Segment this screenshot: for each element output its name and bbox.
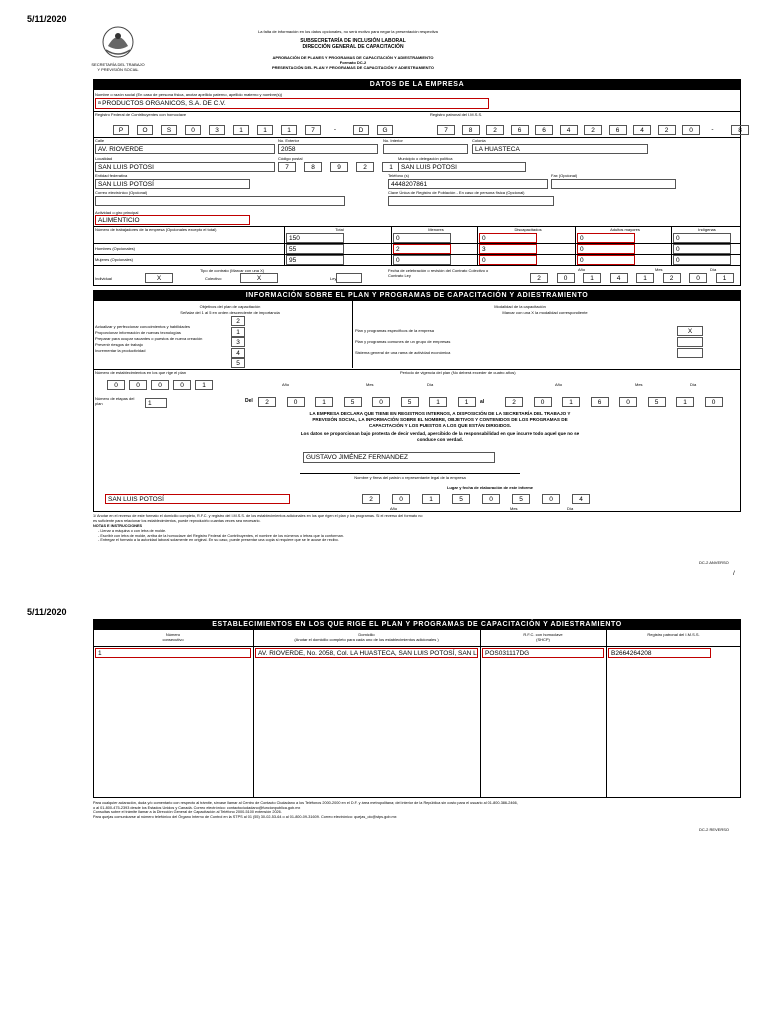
workers-cell[interactable]: 0: [577, 244, 635, 254]
fax-field[interactable]: [551, 179, 676, 189]
workers-cell[interactable]: 150: [286, 233, 344, 243]
fecha-contrato-box[interactable]: 0: [689, 273, 707, 283]
al-label: al: [480, 399, 485, 405]
vig-dia-label: Día: [427, 382, 434, 387]
colectivo-checkbox[interactable]: X: [240, 273, 278, 283]
nombre-label: Nombre o razón social (En caso de persona física, anotar apellido paterno, apellido materno y nombre(s)): [95, 92, 283, 97]
correo-field[interactable]: [95, 196, 345, 206]
actividad-label: Actividad o giro principal: [95, 210, 139, 215]
representante-field[interactable]: GUSTAVO JIMÉNEZ FERNANDEZ: [303, 452, 495, 463]
page2-footer: [93, 801, 553, 819]
vigencia-al-box[interactable]: 0: [705, 397, 723, 407]
mes-label: Mes: [655, 267, 663, 272]
col-divider: [253, 630, 254, 798]
modalidad-text: Sistema general de una rama de actividad económica: [355, 350, 451, 355]
divider: [93, 137, 741, 138]
nota-item: - Llenar a máquina o con letra de molde.: [98, 529, 167, 533]
footer-line: Para quejas comunicarse al número telefónico del Órgano Interno de Control en la STPS al 01 (55) 30-02-53-64 o al 01-800-09-31609. Correo electrónico: quejas_oic@stps.gob.mx: [93, 814, 397, 819]
workers-header: Menores: [428, 227, 444, 232]
num-estab-boxes: [107, 380, 217, 390]
modalidad-checkbox[interactable]: [677, 348, 703, 358]
footer-line: Consultas sobre el trámite llamar a la Dirección General de Capacitación al Teléfono 2000-5100 extensión 2026.: [93, 810, 282, 815]
vig-anio2-label: Año: [555, 382, 563, 387]
coat-of-arms-logo: [98, 24, 138, 60]
objetivo-rank-box[interactable]: 1: [231, 327, 245, 337]
ley-label: Ley: [330, 276, 337, 281]
col-numero-header: Número consecutivo: [162, 632, 184, 642]
imss-char-box[interactable]: 2: [584, 125, 602, 135]
imss-char-box[interactable]: 8: [731, 125, 749, 135]
workers-cell[interactable]: 55: [286, 244, 344, 254]
modalidad-label: Modalidad de la capacitación: [494, 304, 546, 309]
vigencia-al-box[interactable]: 0: [534, 397, 552, 407]
workers-row-line: [93, 265, 741, 266]
imss-char-box[interactable]: 0: [682, 125, 700, 135]
cp-boxes: [278, 162, 398, 172]
num-ext-label: No. Exterior: [278, 138, 300, 143]
objetivo-rank-box[interactable]: 2: [231, 316, 245, 326]
tipo-contrato-label: Tipo de contrato (Marcar con una X): [200, 268, 265, 273]
localidad-field[interactable]: SAN LUIS POTOSI: [95, 162, 275, 172]
num-estab-label: Número de establecimientos en los que rige el plan: [95, 370, 186, 375]
imss-char-box: -: [711, 126, 714, 133]
divider: [352, 301, 353, 368]
municipio-label: Municipio o delegación política: [398, 156, 453, 161]
objetivo-rank-box[interactable]: 3: [231, 337, 245, 347]
fecha-elab-boxes: [362, 494, 602, 504]
workers-col-line: [391, 226, 392, 266]
modalidad-checkbox[interactable]: X: [677, 326, 703, 336]
dia-label: Día: [710, 267, 717, 272]
rfc-char-box[interactable]: S: [161, 125, 177, 135]
notas-title: NOTAS E INSTRUCCIONES: [93, 524, 143, 528]
fecha-elab-box[interactable]: 1: [422, 494, 440, 504]
workers-col-line: [477, 226, 478, 266]
imss-char-box[interactable]: 2: [486, 125, 504, 135]
elab-anio-label: Año: [390, 506, 398, 511]
modalidad-sub: Marcar con una X la modalidad correspondiente: [502, 310, 588, 315]
workers-header: Total: [335, 227, 344, 232]
rfc-char-box[interactable]: O: [137, 125, 153, 135]
modalidad-text: Plan y programas comunes de un grupo de empresas: [355, 339, 451, 344]
vig-dia2-label: Día: [690, 382, 697, 387]
rfc-char-box[interactable]: 1: [257, 125, 273, 135]
vigencia-al-box[interactable]: 1: [562, 397, 580, 407]
cp-label: Código postal: [278, 156, 303, 161]
col-domicilio-header: Domicilio (Anotar el domicilio completo para cada uno de los establecimientos adicionales ): [294, 632, 439, 642]
modalidad-checkbox[interactable]: [677, 337, 703, 347]
anverso-label: DC-2 ANVERSO: [699, 560, 729, 565]
lugar-fecha-label: Lugar y fecha de elaboración de este informe: [446, 485, 534, 490]
fecha-contrato-box[interactable]: 1: [583, 273, 601, 283]
cp-char-box[interactable]: 9: [330, 162, 348, 172]
rfc-char-box[interactable]: 7: [305, 125, 321, 135]
footnote1: 1/ Anotar en el reverso de este formato el domicilio completo, R.F.C. y registro del I.M.S.S. de los establecimientos adicionales en los que rigen el plan y los programas. Si el reverso del formato no es suficiente para relacionar los establecimientos, puede reproducirlo cuantas veces sea necesario.: [93, 514, 423, 523]
ley-checkbox[interactable]: [336, 273, 362, 283]
vig-mes-label: Mes: [366, 382, 374, 387]
objetivo-rank-box[interactable]: 4: [231, 348, 245, 358]
col-divider: [480, 630, 481, 798]
workers-cell[interactable]: 0: [479, 255, 537, 265]
rfc-char-box: -: [333, 126, 337, 133]
workers-header: Indígenas: [698, 227, 716, 232]
vig-anio-label: Año: [282, 382, 290, 387]
col-rfc-header: R.F.C. con homoclave (SHCP): [523, 632, 563, 642]
vigencia-label: Periodo de vigencia del plan (No deberá exceder de cuatro años): [400, 370, 516, 375]
fecha-elab-box[interactable]: 5: [452, 494, 470, 504]
fecha-contrato-box[interactable]: 2: [530, 273, 548, 283]
rfc-char-box[interactable]: 1: [233, 125, 249, 135]
vigencia-del-box[interactable]: 2: [258, 397, 276, 407]
fecha-elab-box[interactable]: 2: [362, 494, 380, 504]
workers-cell[interactable]: 0: [673, 255, 731, 265]
correo-label: Correo electrónico (Opcional): [95, 190, 148, 195]
footer-line: Para cualquier aclaración, duda y/o comentario con respecto al trámite, sírvase llamar al Centro de Contacto Ciudadano a los Teléfonos 2000-2000 en el D.F. y área metropolitana; del interior de la República sin costo para el usuario al 01-800-386-2466,: [93, 801, 518, 805]
notas-list: [98, 529, 428, 543]
workers-cell[interactable]: 95: [286, 255, 344, 265]
vigencia-al-box[interactable]: 0: [619, 397, 637, 407]
localidad-label: Localidad: [95, 156, 113, 161]
fecha-contrato-boxes: [530, 273, 740, 283]
estab-domicilio-field[interactable]: AV. RIOVERDE, No. 2058, Col. LA HUASTECA, SAN LUIS POTOSÍ, SAN L: [255, 648, 478, 658]
vigencia-del-box[interactable]: 1: [429, 397, 447, 407]
vig-mes2-label: Mes: [635, 382, 643, 387]
objetivo-text: Prevenir riesgos de trabajo: [95, 342, 143, 347]
workers-col-line: [284, 226, 285, 266]
cp-char-box[interactable]: 8: [304, 162, 322, 172]
estab-rfc-field[interactable]: POS031117DG: [482, 648, 604, 658]
imss-char-box[interactable]: 7: [437, 125, 455, 135]
vigencia-del-boxes: [258, 397, 469, 407]
rfc-char-box[interactable]: P: [113, 125, 129, 135]
workers-cell[interactable]: 2: [393, 244, 451, 254]
calle-field[interactable]: AV. RIOVERDE: [95, 144, 275, 154]
signature-line: [300, 473, 520, 474]
fecha-elab-box[interactable]: 0: [482, 494, 500, 504]
lugar-field[interactable]: SAN LUIS POTOSÍ: [105, 494, 290, 504]
fecha-elab-box[interactable]: 0: [392, 494, 410, 504]
fecha-contrato-box[interactable]: 0: [557, 273, 575, 283]
cp-char-box[interactable]: 1: [382, 162, 400, 172]
entidad-field[interactable]: SAN LUIS POTOSÍ: [95, 179, 250, 189]
telefono-label: Teléfono (s): [388, 173, 409, 178]
presentacion-title: PRESENTACIÓN DEL PLAN Y PROGRAMAS DE CAPACITACIÓN Y ADIESTRAMIENTO: [271, 65, 435, 70]
imss-char-box[interactable]: 4: [560, 125, 578, 135]
fecha-contrato-box[interactable]: 4: [610, 273, 628, 283]
objetivo-text: Proporcionar información de nuevas tecnologías: [95, 330, 181, 335]
workers-col-line: [671, 226, 672, 266]
workers-row-label: Mujeres (Opcionales): [95, 257, 134, 262]
workers-cell[interactable]: 0: [577, 233, 635, 243]
workers-cell[interactable]: 0: [577, 255, 635, 265]
imss-char-box[interactable]: 6: [535, 125, 553, 135]
fecha-contrato-box[interactable]: 2: [663, 273, 681, 283]
imss-char-box[interactable]: 8: [462, 125, 480, 135]
declaracion: LA EMPRESA DECLARA QUE TIENE EN REGISTROS INTERNOS, A DISPOSICIÓN DE LA SECRETARÍA DEL TRABAJO Y PREVISIÓN SOCIAL, LA INFORMACIÓN SOBRE EL NOMBRE, OBJETIVOS Y CONTENIDOS DE LOS PROGRAMAS DE CAPACITACIÓN Y LOS PUESTOS A LOS QUE ESTÁN DIRIGIDOS.: [309, 411, 571, 428]
slash-mark: /: [733, 570, 735, 577]
rfc-label: Registro Federal de Contribuyentes con homoclave: [95, 112, 187, 117]
num-int-label: No. Interior: [383, 138, 403, 143]
num-estab-box[interactable]: 0: [107, 380, 125, 390]
vigencia-al-box[interactable]: 1: [676, 397, 694, 407]
footer-line: o al 01-800-475-2393 desde los Estados Unidos y Canadá. Correo electrónico: contactociudadano@funcionpublica.gob.mx: [93, 805, 301, 810]
municipio-field[interactable]: SAN LUIS POTOSI: [398, 162, 526, 172]
colonia-field[interactable]: LA HUASTECA: [472, 144, 648, 154]
objetivo-text: Preparar para ocupar vacantes o puestos de nueva creación: [95, 336, 203, 341]
elab-mes-label: Mes: [510, 506, 518, 511]
plan-title: INFORMACIÓN SOBRE EL PLAN Y PROGRAMAS DE CAPACITACIÓN Y ADIESTRAMIENTO: [93, 290, 741, 301]
fax-label: Fax (Opcional): [551, 173, 578, 178]
objetivo-rank-box[interactable]: 5: [231, 358, 245, 368]
etapas-field[interactable]: 1: [145, 398, 167, 408]
objetivo-text: Incrementar la productividad: [95, 348, 146, 353]
objetivos-label: Objetivos del plan de capacitación: [199, 304, 261, 309]
representante-label: Nombre y firma del patrón o representante legal de la empresa: [354, 475, 466, 480]
num-estab-box[interactable]: 0: [129, 380, 147, 390]
num-estab-box[interactable]: 1: [195, 380, 213, 390]
fecha-elab-box[interactable]: 0: [542, 494, 560, 504]
elab-dia-label: Día: [567, 506, 574, 511]
rfc-char-box[interactable]: G: [377, 125, 393, 135]
imss-label: Registro patronal del I.M.S.S.: [430, 112, 483, 117]
workers-cell[interactable]: 0: [673, 244, 731, 254]
etapas-label: Número de etapas del plan: [95, 396, 135, 406]
individual-label: Individual: [95, 276, 112, 281]
cp-char-box[interactable]: 7: [278, 162, 296, 172]
curp-field[interactable]: [388, 196, 554, 206]
rfc-char-box[interactable]: 0: [185, 125, 201, 135]
workers-table: [93, 226, 741, 266]
curp-label: Clave Única de Registro de Población - En caso de persona física (Opcional): [388, 190, 525, 195]
vigencia-al-box[interactable]: 2: [505, 397, 523, 407]
page2-date: 5/11/2020: [27, 607, 67, 617]
imss-char-box[interactable]: 6: [609, 125, 627, 135]
aprobacion-title: APROBACIÓN DE PLANES Y PROGRAMAS DE CAPACITACIÓN Y ADIESTRAMIENTO: [272, 55, 434, 60]
workers-col-line: [575, 226, 576, 266]
col-divider: [606, 630, 607, 798]
divider: [93, 111, 741, 112]
vigencia-al-box[interactable]: 6: [591, 397, 609, 407]
logo-caption: SECRETARÍA DEL TRABAJO Y PREVISIÓN SOCIAL: [91, 62, 145, 72]
vigencia-al-boxes: [505, 397, 740, 407]
direccion: DIRECCIÓN GENERAL DE CAPACITACIÓN: [302, 44, 404, 50]
individual-checkbox[interactable]: X: [145, 273, 173, 283]
header-divider: [93, 646, 741, 647]
workers-cell[interactable]: 0: [479, 233, 537, 243]
del-label: Del: [245, 398, 253, 404]
subsecretaria: SUBSECRETARÍA DE INCLUSIÓN LABORAL: [300, 38, 406, 44]
establecimientos-title: ESTABLECIMIENTOS EN LOS QUE RIGE EL PLAN Y PROGRAMAS DE CAPACITACIÓN Y ADIESTRAMIENTO: [93, 619, 741, 630]
nombre-value: PRODUCTOS ORGANICOS, S.A. DE C.V.: [102, 100, 226, 107]
vigencia-del-box[interactable]: 0: [372, 397, 390, 407]
vigencia-al-box[interactable]: 5: [648, 397, 666, 407]
telefono-field[interactable]: 4448207861: [388, 179, 548, 189]
num-estab-box[interactable]: 0: [151, 380, 169, 390]
fecha-elab-box[interactable]: 4: [572, 494, 590, 504]
rfc-imss-boxes: [95, 125, 742, 135]
col-imss-header: Registro patronal del I.M.S.S.: [647, 632, 700, 637]
estab-imss-field[interactable]: B2664264208: [608, 648, 711, 658]
datos-empresa-title: DATOS DE LA EMPRESA: [93, 79, 741, 90]
protesta: Los datos se proporcionan bajo protesta de decir verdad, apercibido de la responsabilidad en que incurre todo aquel que no se conduce con verdad.: [300, 431, 580, 442]
imss-char-box[interactable]: 2: [658, 125, 676, 135]
imss-char-box[interactable]: 6: [511, 125, 529, 135]
colonia-label: Colonia: [472, 138, 486, 143]
modalidad-list: [355, 326, 735, 356]
workers-cell[interactable]: 3: [479, 244, 537, 254]
num-ext-field[interactable]: 2058: [278, 144, 378, 154]
page1-date: 5/11/2020: [27, 14, 67, 24]
workers-cell[interactable]: 0: [393, 233, 451, 243]
nota-item: - Entregar el formato a la autoridad laboral solamente en original. En su caso, puede presentar una copia si requiere que se le acuse de recibo.: [98, 538, 339, 543]
fecha-contrato-box[interactable]: 1: [716, 273, 734, 283]
top-note: La falta de información en los datos opcionales, no será motivo para negar la presentación respectiva: [258, 29, 438, 34]
nombre-field[interactable]: $^a$ PRODUCTOS ORGANICOS, S.A. DE C.V.: [95, 98, 489, 109]
num-int-field[interactable]: [383, 144, 468, 154]
estab-num-field[interactable]: 1: [95, 648, 251, 658]
fecha-contrato-label: Fecha de celebración o revisión del Contrato Colectivo o Contrato Ley: [388, 268, 489, 278]
rfc-char-box[interactable]: D: [353, 125, 369, 135]
imss-char-box[interactable]: 4: [633, 125, 651, 135]
vigencia-del-box[interactable]: 1: [315, 397, 333, 407]
vigencia-del-box[interactable]: 5: [401, 397, 419, 407]
calle-label: Calle: [95, 138, 105, 143]
workers-cell[interactable]: 0: [393, 255, 451, 265]
rfc-char-box[interactable]: 1: [281, 125, 297, 135]
objetivos-sub: Señalar del 1 al 5 en orden descendente de importancia: [180, 310, 280, 315]
workers-row-label: Hombres (Opcionales): [95, 246, 136, 251]
workers-header: Discapacitados: [514, 227, 542, 232]
vigencia-del-box[interactable]: 1: [458, 397, 476, 407]
num-estab-box[interactable]: 0: [173, 380, 191, 390]
workers-header: Adultos mayores: [610, 227, 640, 232]
cp-char-box[interactable]: 2: [356, 162, 374, 172]
objetivos-list: [95, 316, 345, 371]
anio-label: Año: [578, 267, 586, 272]
objetivo-text: Actualizar y perfeccionar conocimientos y habilidades: [95, 324, 190, 329]
vigencia-del-box[interactable]: 0: [287, 397, 305, 407]
actividad-field[interactable]: ALIMENTICIO: [95, 215, 250, 225]
trab-label: Número de trabajadores de la empresa (Opcionales excepto el total): [95, 227, 217, 232]
rfc-char-box[interactable]: 3: [209, 125, 225, 135]
workers-cell[interactable]: 0: [673, 233, 731, 243]
fecha-contrato-box[interactable]: 1: [636, 273, 654, 283]
vigencia-del-box[interactable]: 5: [344, 397, 362, 407]
colectivo-label: Colectivo: [205, 276, 222, 281]
reverso-label: DC-2 REVERSO: [699, 827, 730, 832]
entidad-label: Entidad federativa: [95, 173, 128, 178]
modalidad-text: Plan y programas específicos de la empresa: [355, 328, 434, 333]
nota-item: - Escribir con letra de molde, arriba de la homoclave del Registro Federal de Contribuyentes, el nombre de los números o letras que la conforman.: [98, 533, 344, 538]
formato-title: Formato DC-2: [339, 60, 367, 65]
fecha-elab-box[interactable]: 5: [512, 494, 530, 504]
